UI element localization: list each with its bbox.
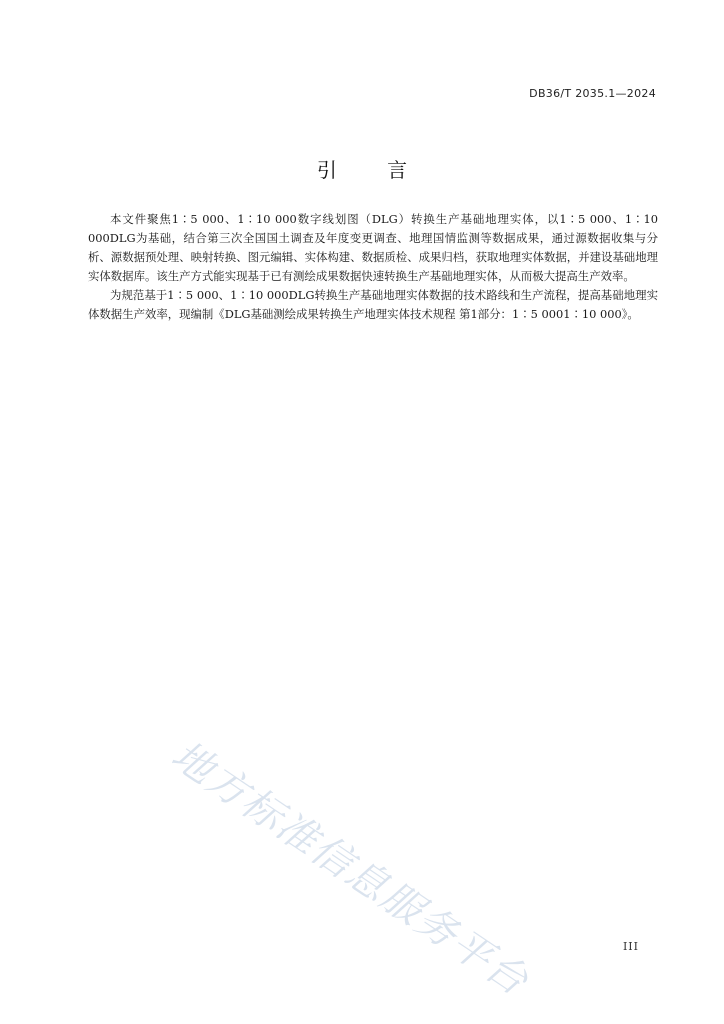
page-title: 引 言	[316, 158, 430, 182]
paragraph-2: 为规范基于1∶5 000、1∶10 000DLG转换生产基础地理实体数据的技术路线和生产流程，提高基础地理实体数据生产效率，现编制《DLG基础测绘成果转换生产地理实体技术规程 第1部分：1∶5 0001∶10 000》。	[88, 288, 658, 321]
page-number: III	[622, 940, 639, 953]
paragraph-1: 本文件聚焦1∶5 000、1∶10 000数字线划图（DLG）转换生产基础地理实体，以1∶5 000、1∶10 000DLG为基础，结合第三次全国国土调查及年度变更调查、地理国情监测等数据成果，通过源数据收集与分析、源数据预处理、映射转换、图元编辑、实体构建、数据质检、成果归档，获取地理实体数据，并建设基础地理实体数据库。该生产方式能实现基于已有测绘成果数据快速转换生产基础地理实体，从而极大提高生产效率。	[88, 212, 658, 283]
watermark: 地方标准信息服务平台	[163, 732, 538, 1006]
introduction-body	[88, 210, 658, 324]
document-code: DB36/T 2035.1—2024	[529, 87, 656, 100]
